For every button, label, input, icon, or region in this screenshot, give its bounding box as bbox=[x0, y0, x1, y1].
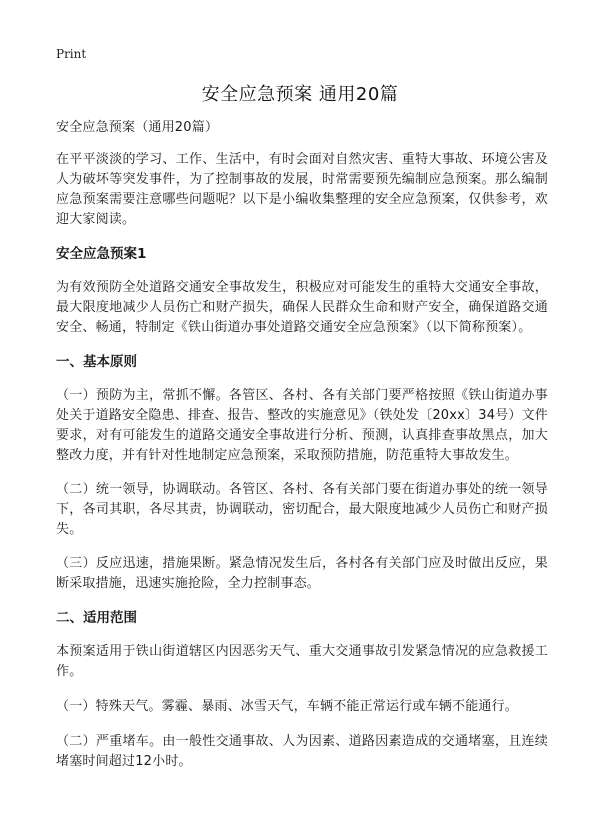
principle-1-paragraph: （一）预防为主，常抓不懈。各管区、各村、各有关部门要严格按照《铁山街道办事处关于道路安全隐患、排查、报告、整改的实施意见》（铁处发〔20xx〕34号）文件要求，对有可能发生的道路交通安全事故进行分析、预测，认真排查事故黑点，加大整改力度，并有针对性地制定应急预案，采取预防措施，防范重特大事故发生。 bbox=[56, 388, 548, 463]
scope-paragraph: 本预案适用于铁山街道辖区内因恶劣天气、重大交通事故引发紧急情况的应急救援工作。 bbox=[56, 644, 548, 679]
print-link[interactable]: Print bbox=[56, 47, 87, 61]
principle-3-paragraph: （三）反应迅速，措施果断。紧急情况发生后，各村各有关部门应及时做出反应，果断采取措施，迅速实施抢险，全力控制事态。 bbox=[56, 556, 548, 591]
intro-paragraph: 在平平淡淡的学习、工作、生活中，有时会面对自然灾害、重特大事故、环境公害及人为破坏等突发事件，为了控制事故的发展，时常需要预先编制应急预案。那么编制应急预案需要注意哪些问题呢？以下是小编收集整理的安全应急预案，仅供参考，欢迎大家阅读。 bbox=[56, 152, 548, 227]
heading-scope: 二、适用范围 bbox=[56, 610, 137, 626]
document-subtitle: 安全应急预案（通用20篇） bbox=[56, 120, 219, 135]
section-1-paragraph: 为有效预防全处道路交通安全事故发生，积极应对可能发生的重特大交通安全事故，最大限度地减少人员伤亡和财产损失，确保人民群众生命和财产安全，确保道路交通安全、畅通，特制定《铁山街道办事处道路交通安全应急预案》（以下简称预案）。 bbox=[56, 280, 548, 335]
heading-basic-principles: 一、基本原则 bbox=[56, 354, 137, 370]
scope-item-2: （二）严重堵车。由一般性交通事故、人为因素、道路因素造成的交通堵塞，且连续堵塞时间超过12小时。 bbox=[56, 734, 548, 769]
principle-2-paragraph: （二）统一领导，协调联动。各管区、各村、各有关部门要在街道办事处的统一领导下，各司其职，各尽其责，协调联动，密切配合，最大限度地减少人员伤亡和财产损失。 bbox=[56, 482, 548, 537]
page-title: 安全应急预案 通用20篇 bbox=[201, 84, 399, 105]
section-heading-plan-1: 安全应急预案1 bbox=[56, 246, 147, 262]
scope-item-1: （一）特殊天气。雾霾、暴雨、冰雪天气，车辆不能正常运行或车辆不能通行。 bbox=[56, 699, 519, 714]
document-body bbox=[56, 118, 548, 786]
